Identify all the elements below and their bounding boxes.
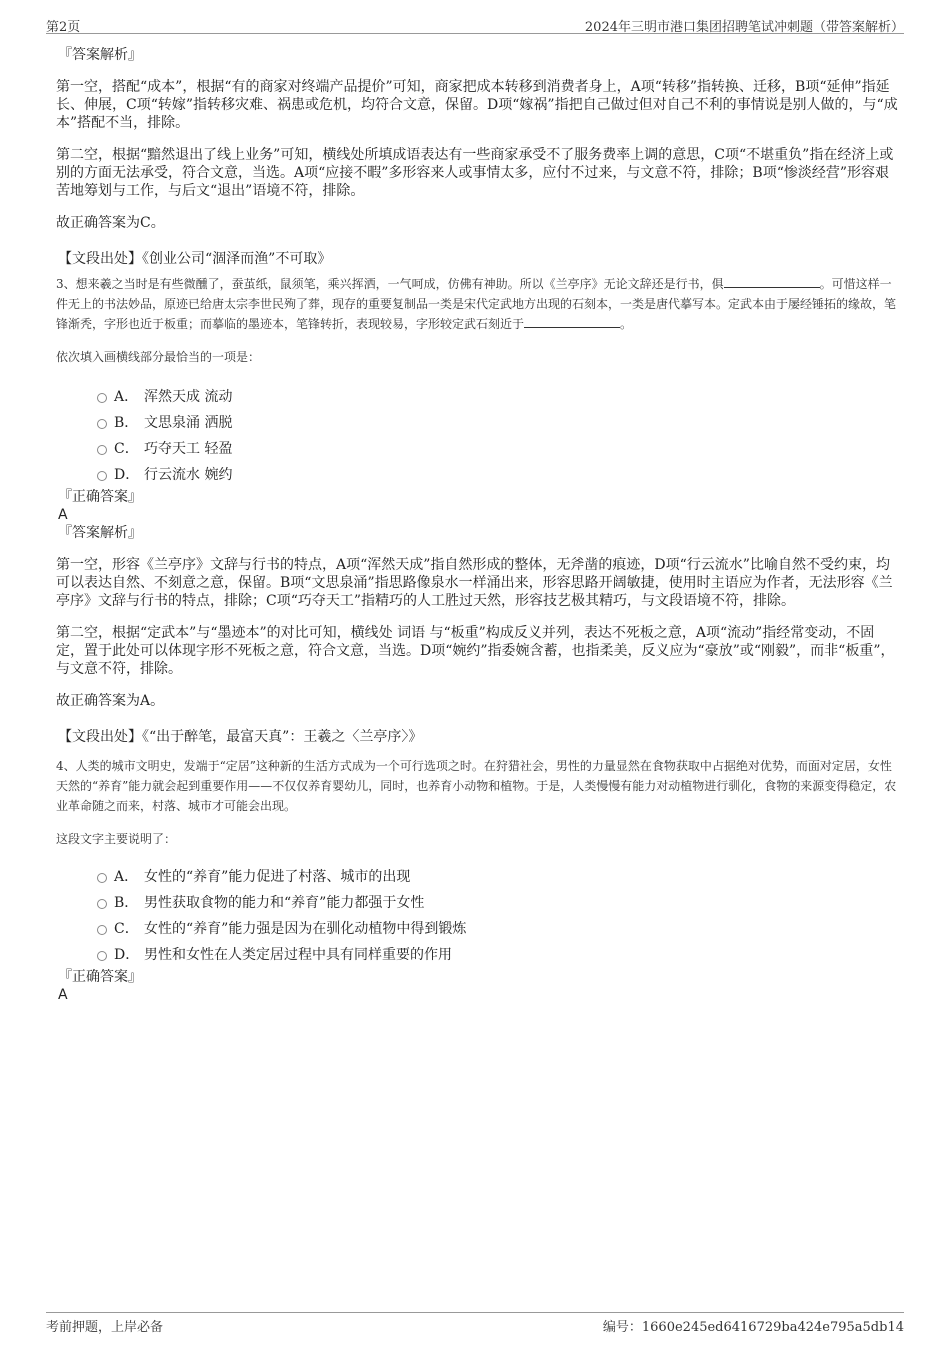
radio-button[interactable] — [97, 471, 107, 481]
option-a[interactable]: A． 浑然天成 流动 — [56, 384, 898, 410]
page-content — [56, 46, 898, 1004]
document-title: 2024年三明市港口集团招聘笔试冲刺题（带答案解析） — [584, 20, 904, 35]
radio-button[interactable] — [97, 419, 107, 429]
radio-button[interactable] — [97, 393, 107, 403]
option-d[interactable]: D． 行云流水 婉约 — [56, 462, 898, 488]
option-a[interactable]: A． 女性的“养育”能力促进了村落、城市的出现 — [56, 864, 898, 890]
options-list — [56, 384, 898, 488]
page-footer — [46, 1312, 904, 1333]
source-citation: 【文段出处】《创业公司“涸泽而渔”不可取》 — [58, 251, 332, 267]
conclusion: 故正确答案为A。 — [56, 693, 165, 709]
options-list — [56, 864, 898, 968]
footer-slogan: 考前押题，上岸必备 — [46, 1320, 164, 1335]
analysis-paragraph: 第一空，搭配“成本”，根据“有的商家对终端产品提价”可知，商家把成本转移到消费者身上，A项“转移”指转换、迁移，B项“延伸”指延长、伸展，C项“转嫁”指转移灾难、祸患或危机，均符合文意，保留。D项“嫁祸”指把自己做过但对自己不利的事情说是别人做的，与“成本”搭配不当，排除。 — [56, 79, 898, 131]
radio-button[interactable] — [97, 951, 107, 961]
analysis-paragraph: 第二空，根据“黯然退出了线上业务”可知，横线处所填成语表达有一些商家承受不了服务费率上调的意思，C项“不堪重负”指在经济上或别的方面无法承受，符合文意，当选。A项“应接不暇”多形容来人或事情太多，应付不过来，与文意不符，排除；B项“惨淡经营”形容艰苦地筹划与工作，与后文“退出”语境不符，排除。 — [56, 147, 894, 199]
option-c[interactable]: C． 巧夺天工 轻盈 — [56, 436, 898, 462]
question-prompt: 这段文字主要说明了： — [56, 832, 177, 846]
radio-button[interactable] — [97, 899, 107, 909]
analysis-paragraph: 第一空，形容《兰亭序》文辞与行书的特点，A项“浑然天成”指自然形成的整体，无斧凿的痕迹，D项“行云流水”比喻自然不受约束，均可以表达自然、不刻意之意，保留。B项“文思泉涌”指思路像泉水一样涌出来，形容思路开阔敏捷，使用时主语应为作者，无法形容《兰亭序》文辞与行书的特点，排除；C项“巧夺天工”指精巧的人工胜过天然，形容技艺极其精巧，与文段语境不符，排除。 — [56, 557, 893, 609]
analysis-paragraph: 第二空，根据“定武本”与“墨迹本”的对比可知，横线处 词语 与“板重”构成反义并列，表达不死板之意，A项“流动”指经常变动，不固定，置于此处可以体现字形不死板之意，符合文意，当选。D项“婉约”指委婉含蓄，也指柔美，反义应为“豪放”或“刚毅”，而非“板重”，与文意不符，排除。 — [56, 625, 895, 677]
source-citation: 【文段出处】《“出于醉笔，最富天真”：王羲之〈兰亭序〉》 — [58, 729, 423, 745]
document-id: 编号：1660e245ed6416729ba424e795a5db14 — [602, 1320, 904, 1335]
correct-answer: A — [58, 507, 68, 523]
correct-answer-label: 『正确答案』 — [58, 969, 142, 985]
fill-blank — [524, 315, 620, 328]
question-4-stem: 4、人类的城市文明史，发端于“定居”这种新的生活方式成为一个可行选项之时。在狩猎社会，男性的力量显然在食物获取中占据绝对优势，而面对定居，女性天然的“养育”能力就会起到重要作用——不仅仅养育婴幼儿，同时，也养育小动物和植物。于是，人类慢慢有能力对动植物进行驯化，食物的来源变得稳定，农业革命随之而来，村落、城市才可能会出现。 — [56, 759, 897, 813]
analysis-label: 『答案解析』 — [58, 525, 142, 541]
option-b[interactable]: B． 男性获取食物的能力和“养育”能力都强于女性 — [56, 890, 898, 916]
question-3-stem: 3、想来羲之当时是有些微醺了，蚕茧纸，鼠须笔，乘兴挥洒，一气呵成，仿佛有神助。所以《兰亭序》无论文辞还是行书，俱 。可惜这样一件无上的书法妙品，原迹已给唐太宗李世民殉了葬，现存的重要复制品一类是宋代定武地方出现的石刻本，一类是唐代摹写本。定武本由于屡经锤拓的缘故，笔锋渐秃，字形也近于板重；而摹临的墨迹本，笔锋转折，表现较易，字形较定武石刻近于 。 — [56, 277, 897, 331]
correct-answer-label: 『正确答案』 — [58, 489, 142, 505]
page-number: 第2页 — [46, 20, 81, 35]
radio-button[interactable] — [97, 925, 107, 935]
option-d[interactable]: D． 男性和女性在人类定居过程中具有同样重要的作用 — [56, 942, 898, 968]
option-b[interactable]: B． 文思泉涌 洒脱 — [56, 410, 898, 436]
question-prompt: 依次填入画横线部分最恰当的一项是： — [56, 350, 261, 364]
radio-button[interactable] — [97, 873, 107, 883]
fill-blank — [724, 275, 820, 288]
page-header — [46, 14, 904, 34]
radio-button[interactable] — [97, 445, 107, 455]
correct-answer: A — [58, 987, 68, 1003]
conclusion: 故正确答案为C。 — [56, 215, 165, 231]
option-c[interactable]: C． 女性的“养育”能力强是因为在驯化动植物中得到锻炼 — [56, 916, 898, 942]
analysis-label: 『答案解析』 — [58, 47, 142, 63]
